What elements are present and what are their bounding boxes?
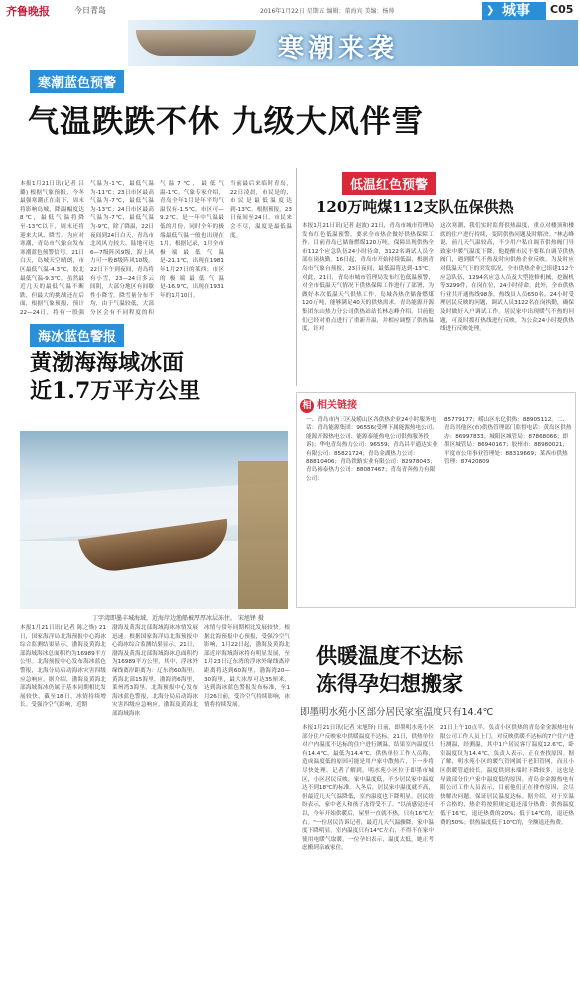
story3-headline-line-2: 近1.7万平方公里 <box>30 378 201 404</box>
story3-column-2: 渤海及黄海北部海域海冰冰情发展迅速。根据国家海洋局北海预报中心海冰综合监测结果显示，21日，渤海及黄海北部海域海冰总面积约为16989平方公里，其中，浮冰外缘线离岸距离为：辽东湾60海里，黄海北部15海里，渤海湾6海里，莱州湾3海里。北海预报中心发布海冰蓝色警报，北海分局启动海冰灾害四级应急响应。渤海及黄海北部海域海冰 <box>112 625 198 717</box>
story4-headline-line-2: 冻得孕妇想搬家 <box>316 671 463 696</box>
related-column-2: 85779177；崂山区东亿供热：88905112。二、青岛其他区(市)供热管理部门监督电话：黄岛区供热办：86997833；城阳区城管局：87868066；即墨区城管局：86940167；胶州市：88980021；平度市公用事业管理处：88319669；莱西市供热管理：87420809 <box>444 417 572 466</box>
story3-column-3: 冰情与常年同期相比发展较快。根据北海预报中心预报，受强冷空气影响，1月22日起，渤海及黄海北部近岸海域海冰将有明显发展，至1月23日辽东湾的浮冰外缘线离岸距离将达到60海里，渤海湾20—30海里，最大冰厚可达35厘米，达到海冰蓝色警报发布标准，至1月26日前，受冷空气持续影响，冰情将持续发展。 <box>204 625 290 709</box>
edition-label: 今日青岛 <box>74 6 106 15</box>
story1-headline: 气温跌跌不休 九级大风伴雪 <box>28 104 424 140</box>
story3-label: 海冰蓝色警报 <box>30 324 124 347</box>
story2-label: 低温红色预警 <box>342 172 436 195</box>
story3-headline-line-1: 黄渤海海域冰面 <box>30 350 185 376</box>
masthead: 齐鲁晚报 <box>6 5 50 18</box>
story3-column-1: 本报1月21日讯(记者 陈之焕) 21日，国家海洋局北海预报中心海冰综合监测结果显示，渤海及黄海北部海域海冰总面积约为16989平方公里。北海预报中心发布海冰蓝色警报，北海分局启动海冰灾害四级应急响应。据介绍，渤海及黄海北部海域海冰仍属于基本同期相比发展较快，截至18日，冰情持续增长。受强冷空气影响，近期 <box>20 625 106 709</box>
page-header <box>0 0 580 20</box>
story1-column-2: 气温为-1℃，最低气温为-11℃；23日市区最高气温为-7℃，最低气温为-13℃；24日市区最高气温为-7℃，最低气温为-9℃，除了降温，22日夜间到24日白天，青岛市北风风力较大，陆地可达6—7级阵风9级，海上风力可一般8级阵风10级。22日下午到夜间，青岛将有小雪，23—24日多云间阴，大部分地区有间歇性小降雪。降雪量分布不均，由于气温较低，大部分区会有不同程度的积 <box>90 181 154 316</box>
related-links-heading <box>300 396 357 413</box>
topic-banner <box>128 20 578 66</box>
story4-subtitle: 即墨明水苑小区部分居民家室温度只有14.4℃ <box>300 707 494 718</box>
story1-label: 寒潮蓝色预警 <box>30 70 124 93</box>
related-links-title: 相关链接 <box>317 400 357 411</box>
story4-column-1: 本报1月21日讯(记者 宋旭铎) 日前，即墨明水苑小区部分住户反映家中供暖温度不达标。21日，供热单位对户内温度不达标的住户进行测温，结果室内温度只有14.4℃，最低为14.4℃，供热单位工作人员称，造成温度低的原因可能是用户家中散热片，下一步将尽快处理。记者了解到，明水苑小区位于即墨市城区，小区居民反映，家中温度低，不少居民家中温度达不到18℃的标准。入冬后，居民家中温度就不高，但最近几天气温降低，室内温度也下降明显。居民纷纷表示，家中老人和孩子冻得受不了。"以前感觉还可以，今年开始供暖后，屋里一直就不热，只有16℃左右。"一位居民告诉记者，最近几天气温骤降，家中温度下降明显，室内温度只有14℃左右，不得不在家中使用电暖气取暖。一位孕妇表示，温度太低，她正考虑搬到亲戚家住。 <box>302 725 434 852</box>
sea-ice-photo <box>20 431 288 609</box>
story2-headline: 120万吨煤112支队伍保供热 <box>316 198 514 216</box>
publication-info: 2016年1月22日 星期五 编辑：董海宾 美编：杨帅 <box>260 8 395 15</box>
story2-column-1: 本报1月21日讯(记者 赵波) 21日，青岛市城市管理局发布红色低温预警，要求全市热企做好供热保障工作。目前青岛已储备燃煤120万吨，保障出现供热全市112个应急队伍24小时待命，3122名调试人员全部在岗执勤。16日起，青岛市开始持续低温，根据青岛市气象台预报，23日夜间，最低温将达到-13℃。对此，21日，青岛市城市管理局发布红色低温预警，对全市低温天气情况下供热保障工作进行了部署，为做好本次低温天气供热工作，岛城各热企储备燃煤120万吨，能够满足40天的供热需求。青岛能源开源集团东山热力分公司供热站站长林志峰介绍，目前他们已经对重点进行了重新升温，并相应调整了供热温度，针对 <box>302 223 434 333</box>
story4-column-2: 21日上午10点半，负责小区供热的青岛金金源热电有限公司工作人员上门，对反映供暖不达标的7户住户进行测温，经测温，其中1户居民客厅温度12.6℃，卧室温度仅为14.4℃，负责人表示，正在查找原因。据了解，明水苑小区的暖气管网属于老旧管网，而且小区供暖管道较长，温度供到末端时下降较多，这也是导致部分住户家中温度低的原因。青岛金金源热电有限公司工作人员表示，目前他们正在排查原因，会尽快解决问题，保证居民温度达标。据介绍，对于室温不合格的，热企将按照规定退还部分热费：供热温度低于16℃，退还热费的20%；低于14℃的，退还热费的50%；供热温度低于10℃的，全额退还热费。 <box>440 725 574 826</box>
reeds <box>238 461 288 609</box>
story4-headline-line-1: 供暖温度不达标 <box>316 643 463 668</box>
story1-column-4: 当前最后来临时青岛，22日凌晨，市民是的，市民是最低温度达到-13℃。根据预报，23日夜间至24日，市民来会不尽，温度是最低温度。 <box>230 181 292 239</box>
banner-title: 寒潮来袭 <box>278 34 399 64</box>
story2-column-2: 这次寒潮，我们实时监督供热温度，重点对楼顶和楼底的住户进行持续，变阴供热问题及时解决。"林志峰说，前几天气温较高，不少用户私自调节供热阀门导致家中暖气温度下降，他提醒市民不要私自调节供热阀门，遇到暖气不热及时向供热企业反映。为及时应对低温天气下的突发状况，全市供热企业已组建112个应急队伍，1294名应急人员及大型抢修机械，挖掘机等3299件，在岗在位，24小时待命。此外，全市供热行业共开通热线98条，热线员人员650名，24小时受理居民反映的问题，调试人员3122名在岗执勤，确保及时做好入户调试工作。居民家中出现暖气不热的问题，可及时拨打热线进行反映，为公众24小时提供热线进行反映处理。 <box>440 223 574 333</box>
section-tab: 城事 <box>482 2 546 20</box>
banner-boat-image <box>136 30 256 56</box>
chevron-right-icon: ❯ <box>486 5 495 16</box>
story1-column-1: 本报1月21日讯(记者 吕璐) 根据气象预报，今冬最强寒潮正在南下，周末将影响岛城，降温幅度达8℃，最低气温将降至-13℃以下，周末还将迎来大风、降雪。为应对寒潮，青岛市气象台发布寒潮蓝色预警信号。21日白天，岛城天空晴朗，市区最低气温-4.3℃，胶北最低气温-9.3℃。虽然最近几天的最低气温不断跌，但最大的挑战还在后面，根据气象预报，预计22—24日，将有一股强 <box>20 181 84 316</box>
link-icon: 相 <box>300 399 314 413</box>
page-number: C05 <box>550 3 574 16</box>
photo-caption: 丁字湾即墨丰城海域，近海岸边渔船被厚厚冰层冻住。 宋旭铎 摄 <box>92 615 264 622</box>
related-column-1: 一、青岛市内三区及崂山区各供热企业24小时服务电话：青岛能源集团：96556(受理下属能源热电公司、能源开源热电公司、能源泰能热电公司供热服务投诉)；华电青岛热力公司：96559；青岛昌平通达实业有限公司：85821724；青岛金湖热力公司：88810406；青岛铁路实业有限公司：82978043；青岛裕泰热力公司：88087467；青岛青奔热力有限公司： <box>306 417 438 482</box>
column-divider <box>296 168 297 386</box>
story1-column-3: 气温7℃，最低气温-1℃。气象专家介绍，青岛全年1月是年平均气温仅有-1.5℃，市区可—9.2℃，是一年中气温最低的月份，同时全年的极端最低气温一般也出现在1月，根据记录，1月全市极端最低气温是-21.1℃，出现在1981年1月27日的莱西；市区的极端最低气温是-16.9℃，出现在1931年的1月10日。 <box>160 181 224 299</box>
